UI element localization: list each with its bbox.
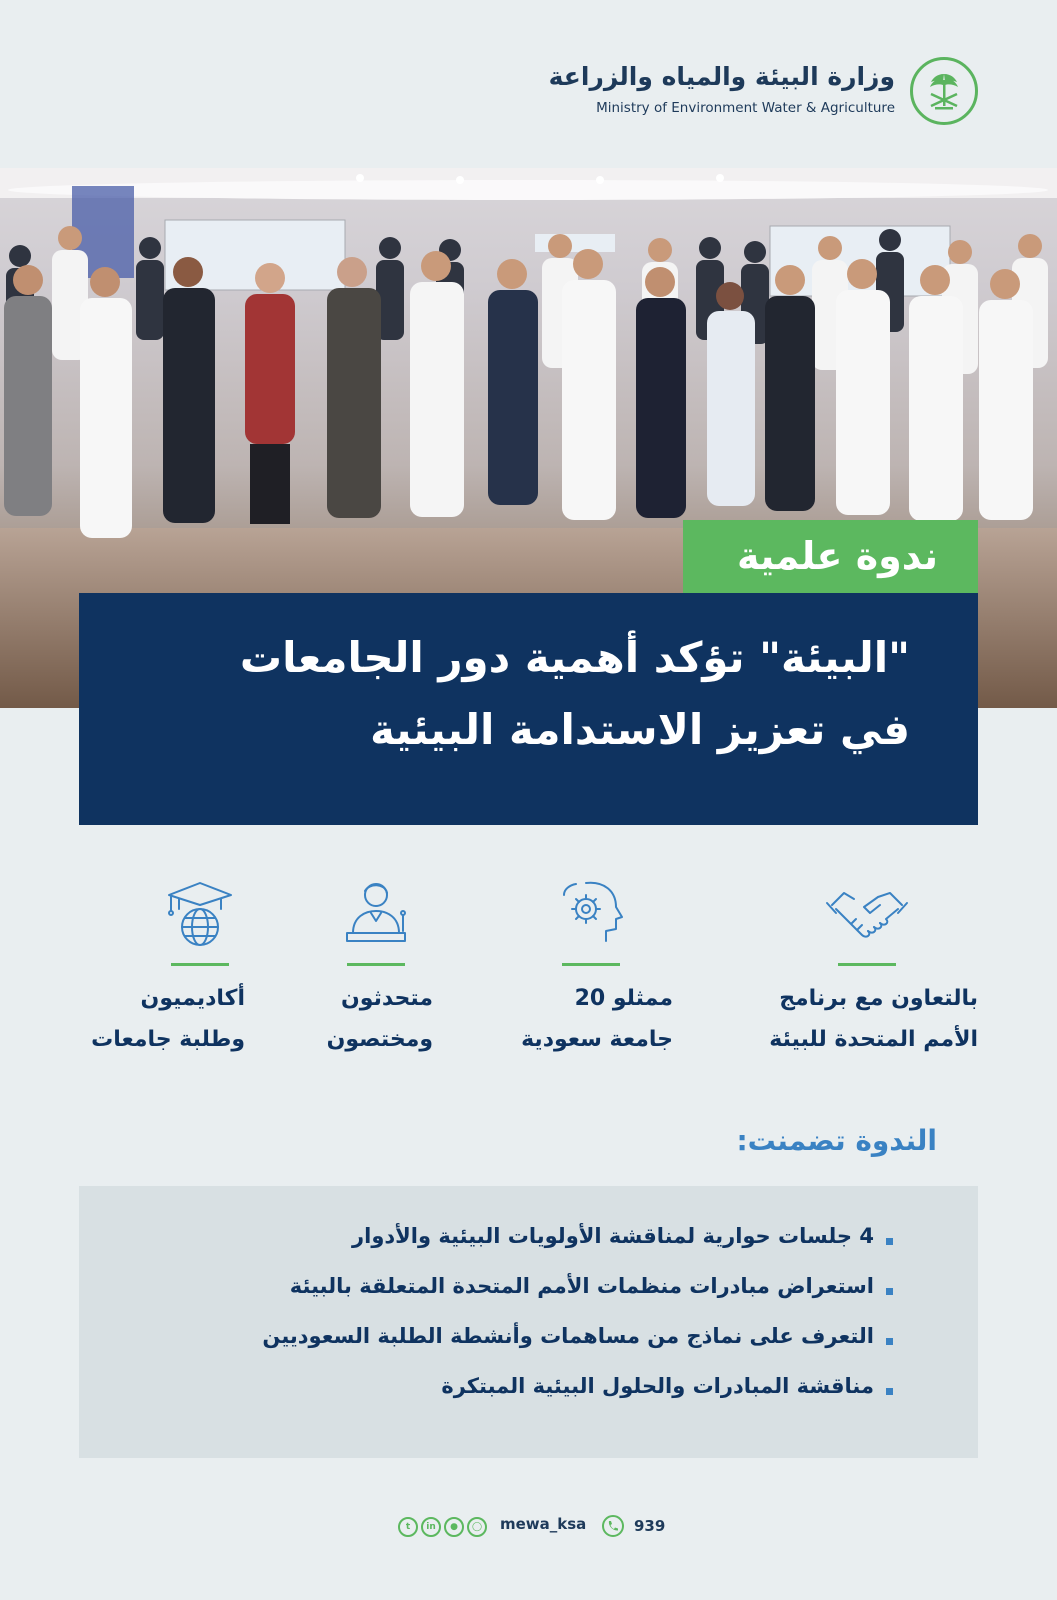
list-bullet (886, 1338, 893, 1345)
feature-unep-cooperation (756, 875, 978, 1060)
headline-line-2: في تعزيز الاستدامة البيئية (370, 705, 910, 754)
header (0, 0, 1057, 168)
list-bullet (886, 1388, 893, 1395)
includes-list (79, 1186, 978, 1458)
list-item: مناقشة المبادرات والحلول البيئية المبتكرة (441, 1374, 874, 1398)
snapchat-icon[interactable]: ● (444, 1517, 464, 1537)
handshake-icon (822, 875, 912, 955)
feature-line-1: ممثلو 20 (574, 986, 673, 1011)
feature-divider (347, 963, 405, 966)
phone-number[interactable]: 939 (634, 1517, 666, 1535)
feature-line-1: متحدثون (341, 986, 433, 1011)
phone-icon (602, 1515, 624, 1537)
feature-university-representatives (508, 875, 673, 1060)
feature-academics (80, 875, 245, 1060)
feature-speakers (318, 875, 433, 1060)
feature-divider (171, 963, 229, 966)
includes-heading: الندوة تضمنت: (736, 1124, 937, 1157)
speaker-podium-icon (331, 875, 421, 955)
feature-line-1: بالتعاون مع برنامج (779, 986, 978, 1011)
feature-line-2: جامعة سعودية (521, 1027, 673, 1052)
event-type-tag: ندوة علمية (683, 520, 978, 593)
ministry-name-english: Ministry of Environment Water & Agriculture (596, 100, 895, 116)
palm-tree-emblem-icon (910, 57, 978, 125)
instagram-icon[interactable]: ◯ (467, 1517, 487, 1537)
list-bullet (886, 1238, 893, 1245)
list-item: استعراض مبادرات منظمات الأمم المتحدة المتعلقة بالبيئة (289, 1274, 874, 1298)
feature-divider (838, 963, 896, 966)
graduation-globe-icon (155, 875, 245, 955)
twitter-icon[interactable]: t (398, 1517, 418, 1537)
feature-line-2: ومختصون (326, 1027, 433, 1052)
feature-line-2: الأمم المتحدة للبيئة (769, 1027, 978, 1052)
linkedin-icon[interactable]: in (421, 1517, 441, 1537)
list-item: 4 جلسات حوارية لمناقشة الأولويات البيئية والأدوار (352, 1224, 874, 1248)
footer (0, 1515, 1057, 1545)
ministry-name-arabic: وزارة البيئة والمياه والزراعة (548, 62, 895, 91)
list-item: التعرف على نماذج من مساهمات وأنشطة الطلبة السعوديين (262, 1324, 874, 1348)
social-handle[interactable]: mewa_ksa (500, 1515, 587, 1533)
feature-line-2: وطلبة جامعات (91, 1027, 245, 1052)
headline-box (79, 593, 978, 825)
gear-head-icon (546, 875, 636, 955)
headline-line-1: "البيئة" تؤكد أهمية دور الجامعات (239, 633, 910, 682)
feature-divider (562, 963, 620, 966)
feature-line-1: أكاديميون (140, 986, 245, 1011)
list-bullet (886, 1288, 893, 1295)
